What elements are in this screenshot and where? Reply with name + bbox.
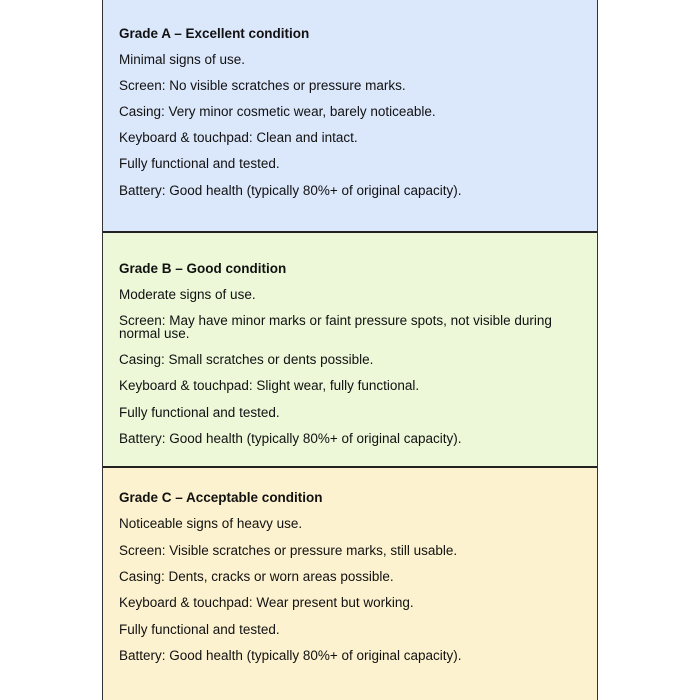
grade-a-line-usage: Minimal signs of use. [119,52,246,67]
grade-a-line-screen: Screen: No visible scratches or pressure marks. [119,78,406,93]
grade-c-title: Grade C – Acceptable condition [119,490,323,505]
grade-b-line-functional: Fully functional and tested. [119,405,280,420]
grade-c-line-usage: Noticeable signs of heavy use. [119,516,303,531]
grade-b-line-casing: Casing: Small scratches or dents possible. [119,352,374,367]
grade-c-line-battery: Battery: Good health (typically 80%+ of original capacity). [119,648,462,663]
grade-c-line-screen: Screen: Visible scratches or pressure marks, still usable. [119,543,458,558]
grade-a-line-casing: Casing: Very minor cosmetic wear, barely noticeable. [119,104,436,119]
grade-a-line-keyboard: Keyboard & touchpad: Clean and intact. [119,130,358,145]
grade-a-panel [103,0,597,233]
grade-b-panel [103,233,597,468]
grade-c-line-casing: Casing: Dents, cracks or worn areas possible. [119,569,394,584]
grade-a-title: Grade A – Excellent condition [119,26,310,41]
grade-c-line-functional: Fully functional and tested. [119,622,280,637]
grade-b-line-usage: Moderate signs of use. [119,287,256,302]
grade-b-line-screen: Screen: May have minor marks or faint pressure spots, not visible during normal use. [119,313,552,341]
grade-b-line-keyboard: Keyboard & touchpad: Slight wear, fully functional. [119,378,420,393]
grade-a-line-battery: Battery: Good health (typically 80%+ of original capacity). [119,183,462,198]
grade-a-line-functional: Fully functional and tested. [119,156,280,171]
grade-c-panel [103,468,597,700]
grade-b-title: Grade B – Good condition [119,261,287,276]
grade-b-line-battery: Battery: Good health (typically 80%+ of original capacity). [119,431,462,446]
grading-document [102,0,598,700]
grade-c-line-keyboard: Keyboard & touchpad: Wear present but working. [119,595,414,610]
